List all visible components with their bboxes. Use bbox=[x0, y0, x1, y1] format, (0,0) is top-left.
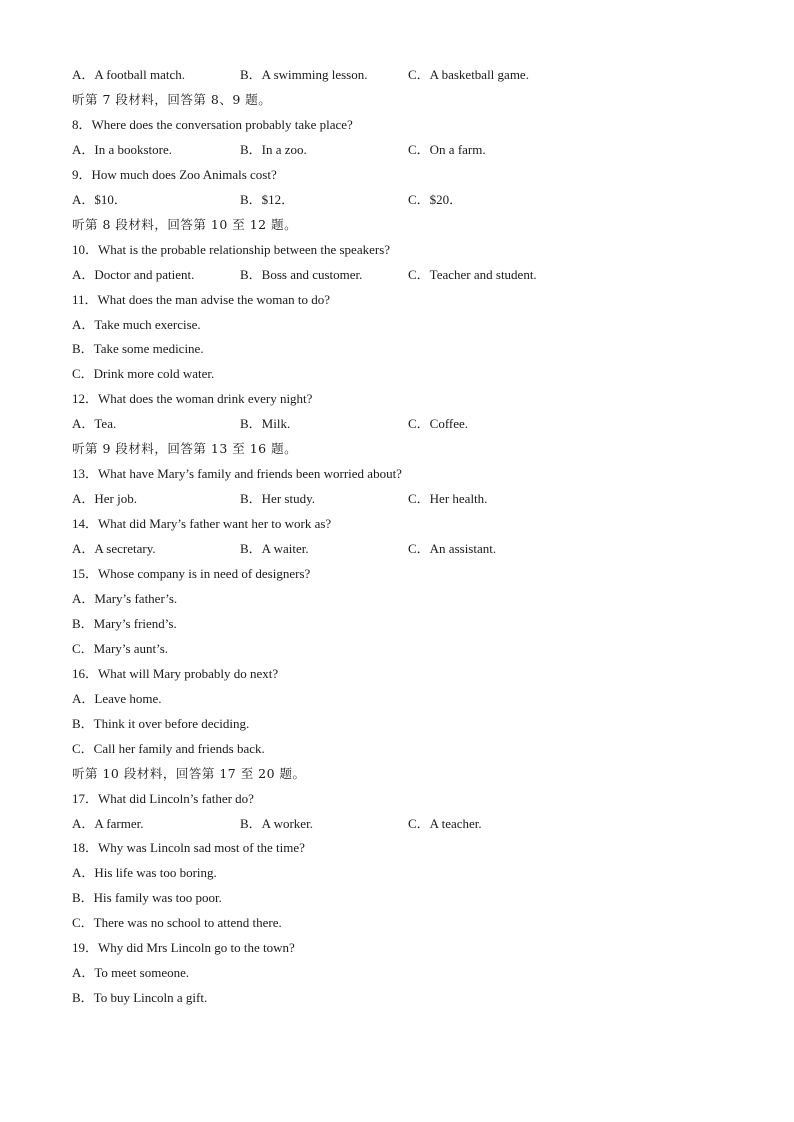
question-text: 17．What did Lincoln’s father do? bbox=[72, 790, 254, 806]
question-text: 13．What have Mary’s family and friends been worried about? bbox=[72, 466, 402, 482]
answer-option-b: B．A swimming lesson. bbox=[240, 67, 368, 82]
question-text: 10．What is the probable relationship between the speakers? bbox=[72, 241, 391, 257]
question-text: 18．Why was Lincoln sad most of the time? bbox=[72, 840, 305, 856]
question-text: 8．Where does the conversation probably take place? bbox=[72, 116, 353, 132]
answer-option-a: A．Tea. bbox=[72, 416, 117, 432]
answer-option-b: B．Milk. bbox=[240, 416, 291, 432]
answer-option: A．To meet someone. bbox=[72, 965, 190, 981]
section-instruction: 听第 9 段材料，回答第 13 至 16 题。 bbox=[72, 441, 298, 457]
section-instruction: 听第 8 段材料，回答第 10 至 12 题。 bbox=[72, 216, 298, 232]
answer-option-b: B．$12． bbox=[240, 191, 295, 207]
answer-option-c: C．$20． bbox=[408, 191, 463, 207]
answer-option-c: C．A basketball game. bbox=[408, 67, 529, 82]
answer-option: B．Mary’s friend’s. bbox=[72, 615, 177, 631]
answer-option: B．Think it over before deciding. bbox=[72, 715, 250, 731]
answer-option: A．Leave home. bbox=[72, 690, 162, 706]
question-text: 15．Whose company is in need of designers? bbox=[72, 566, 311, 581]
answer-option-b: B．A waiter. bbox=[240, 541, 309, 557]
answer-option: B．Take some medicine. bbox=[72, 341, 204, 357]
question-text: 14．What did Mary’s father want her to work as? bbox=[72, 516, 332, 532]
answer-option-b: B．A worker. bbox=[240, 815, 313, 831]
answer-option-a: A．$10． bbox=[72, 191, 127, 207]
answer-option: C．Call her family and friends back. bbox=[72, 740, 265, 756]
answer-option-c: C．Her health. bbox=[408, 491, 488, 507]
answer-option-a: A．A secretary. bbox=[72, 541, 156, 557]
answer-option: B．To buy Lincoln a gift. bbox=[72, 990, 208, 1006]
question-text: 11．What does the man advise the woman to do? bbox=[72, 291, 331, 307]
answer-option-a: A．Doctor and patient. bbox=[72, 266, 195, 282]
answer-option: A．His life was too boring. bbox=[72, 865, 217, 881]
answer-option-c: C．Teacher and student. bbox=[408, 266, 537, 282]
answer-option: C．Mary’s aunt’s. bbox=[72, 640, 169, 656]
question-text: 16．What will Mary probably do next? bbox=[72, 665, 279, 681]
answer-option: C．There was no school to attend there. bbox=[72, 915, 282, 931]
question-text: 9．How much does Zoo Animals cost? bbox=[72, 166, 277, 182]
answer-option-c: C．A teacher. bbox=[408, 815, 482, 831]
answer-option-a: A．A football match. bbox=[72, 67, 186, 82]
question-text: 12．What does the woman drink every night? bbox=[72, 391, 313, 407]
answer-option-b: B．In a zoo. bbox=[240, 141, 307, 157]
answer-option-b: B．Boss and customer. bbox=[240, 266, 363, 282]
answer-option-a: A．In a bookstore. bbox=[72, 141, 173, 157]
question-text: 19．Why did Mrs Lincoln go to the town? bbox=[72, 940, 295, 956]
answer-option-c: C．An assistant. bbox=[408, 541, 497, 557]
answer-option-a: A．Her job. bbox=[72, 491, 137, 507]
answer-option: A．Take much exercise. bbox=[72, 316, 201, 332]
section-instruction: 听第 10 段材料，回答第 17 至 20 题。 bbox=[72, 765, 306, 781]
answer-option-a: A．A farmer. bbox=[72, 815, 144, 831]
answer-option: A．Mary’s father’s. bbox=[72, 590, 178, 606]
section-instruction: 听第 7 段材料，回答第 8、9 题。 bbox=[72, 91, 272, 107]
answer-option: C．Drink more cold water. bbox=[72, 366, 215, 382]
answer-option-c: C．Coffee. bbox=[408, 416, 469, 432]
answer-option-b: B．Her study. bbox=[240, 491, 315, 507]
answer-option: B．His family was too poor. bbox=[72, 890, 222, 906]
answer-option-c: C．On a farm. bbox=[408, 141, 486, 157]
